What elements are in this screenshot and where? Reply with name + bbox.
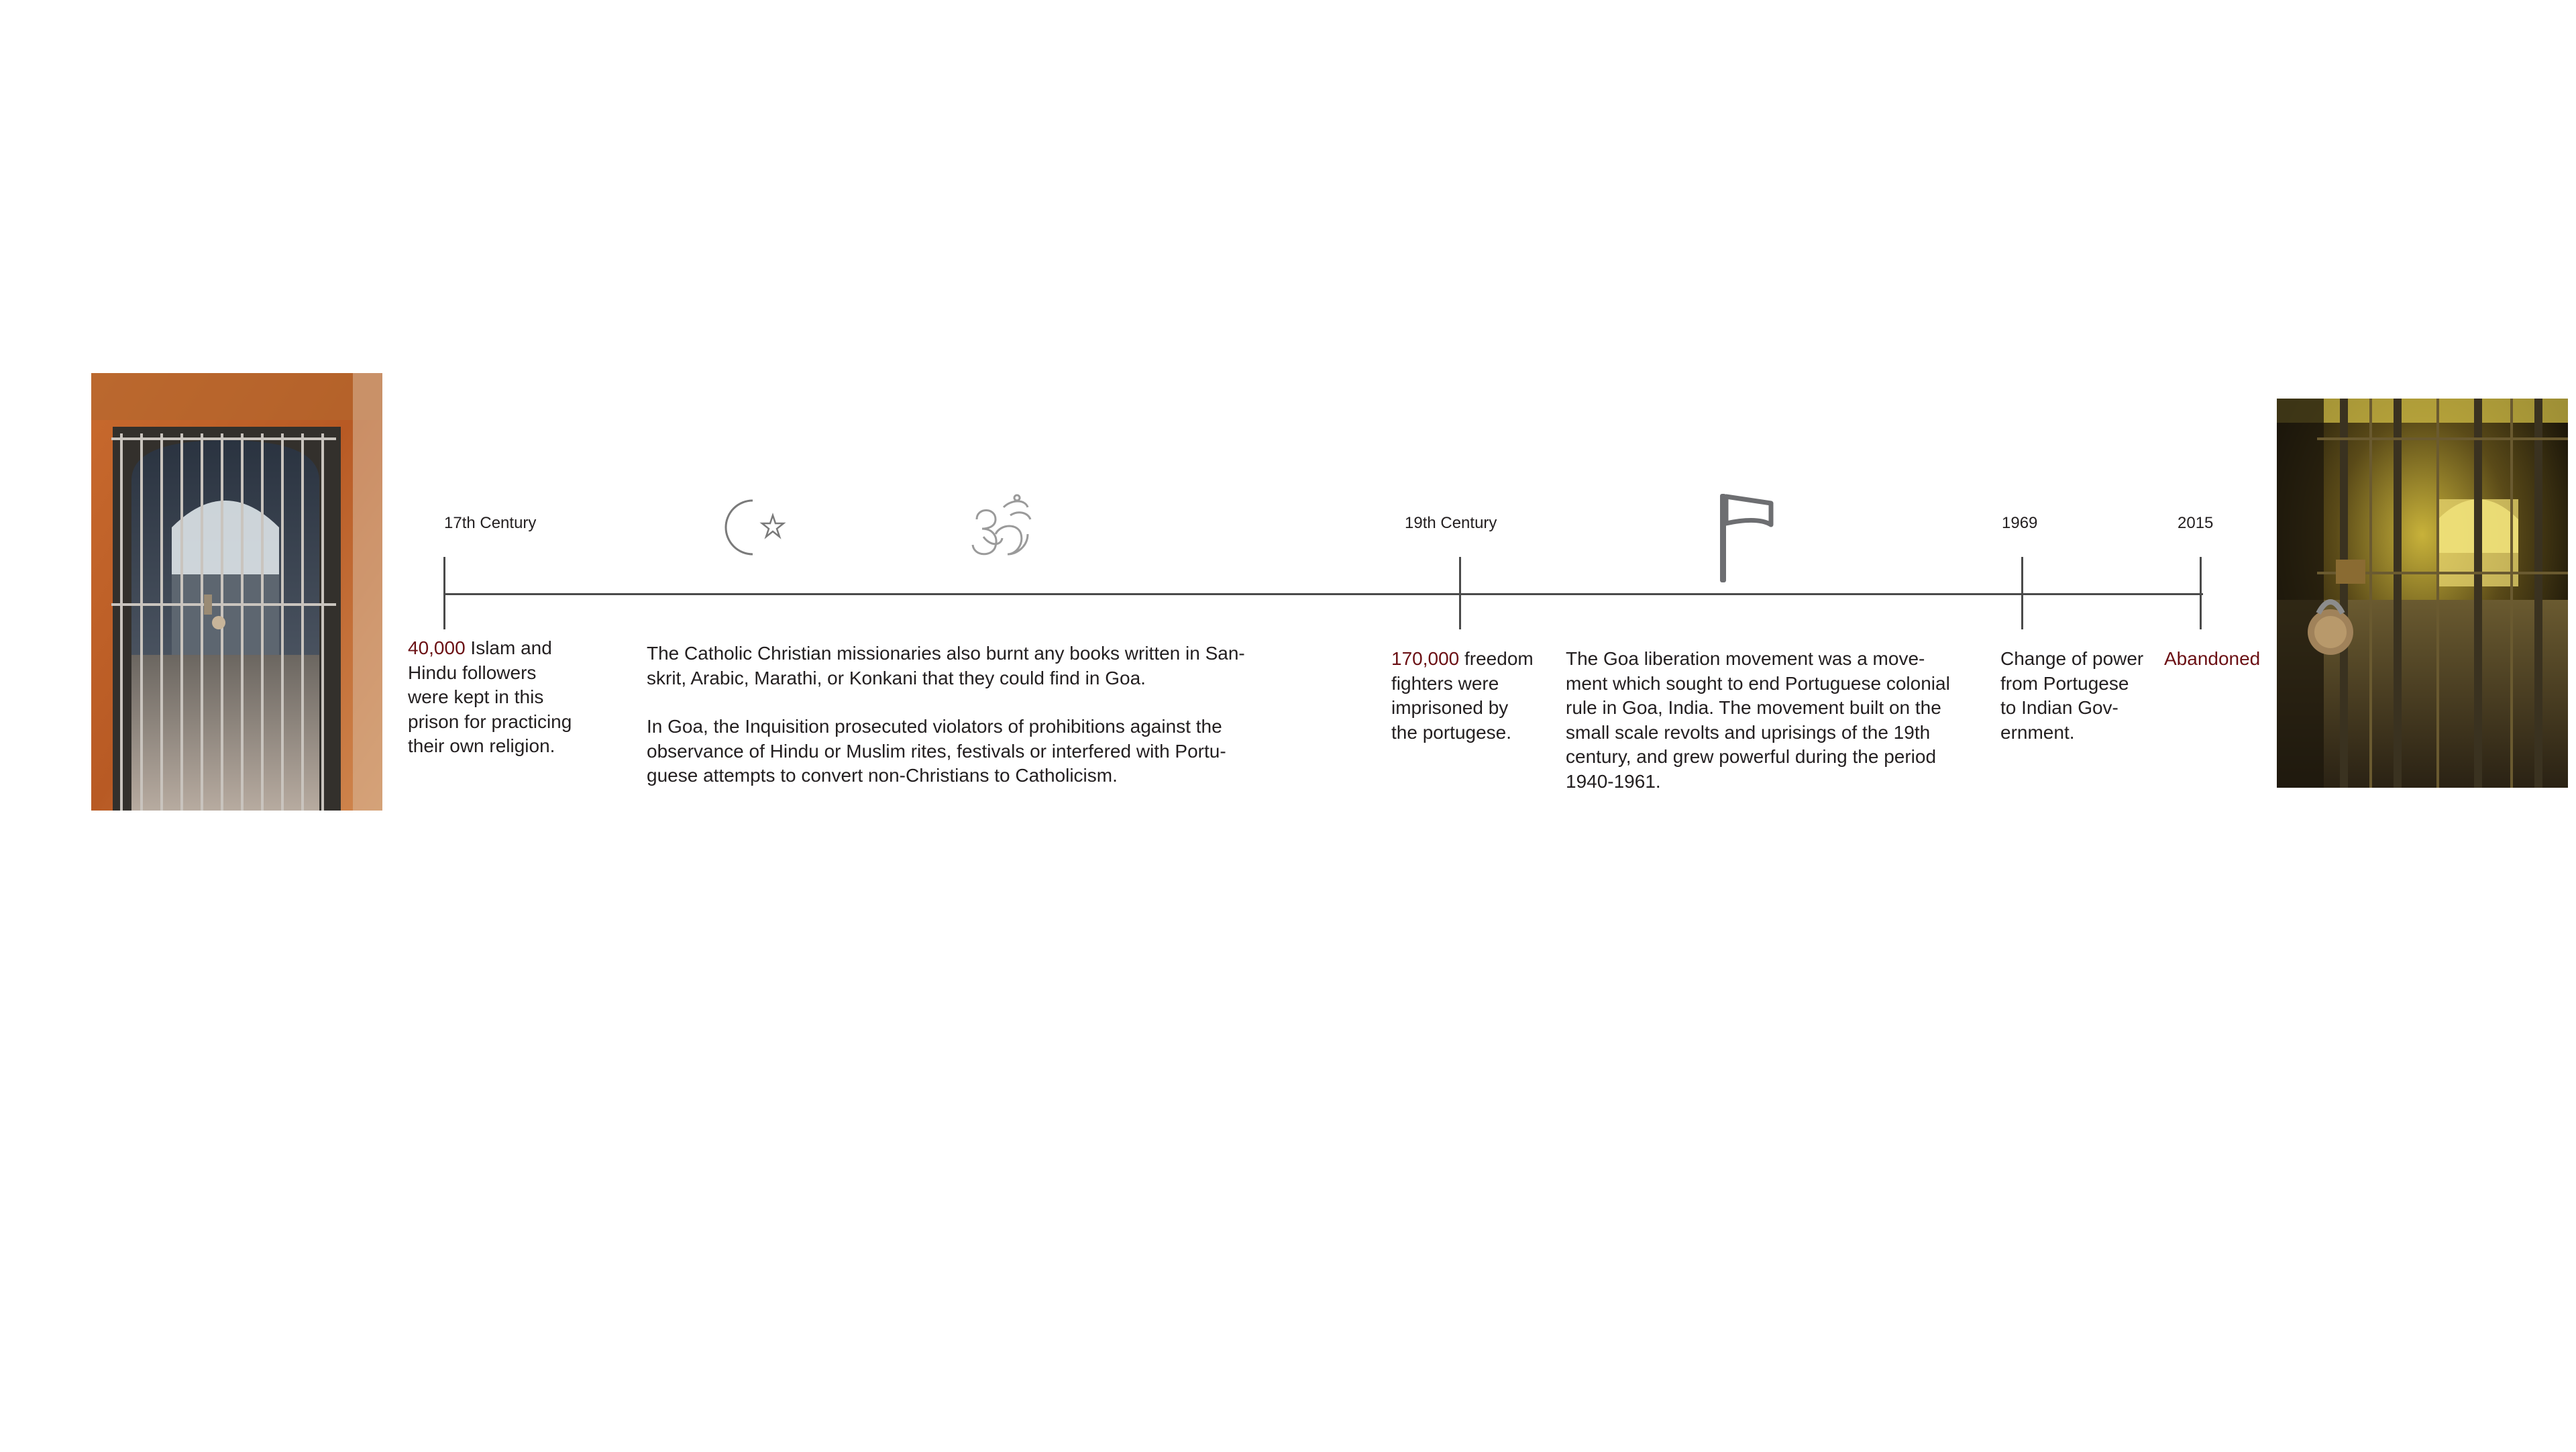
- timeline-axis: [444, 593, 2203, 595]
- event-prison-text: 40,000 Islam and Hindu followers were kept in this prison for practicing their own religion.: [408, 637, 572, 756]
- prisoners-number: 40,000: [408, 637, 466, 658]
- freedom-fighters-number: 170,000: [1391, 648, 1460, 669]
- crescent-star-icon: [714, 495, 792, 560]
- tick-2015: [2200, 557, 2202, 629]
- event-power-change-text: Change of power from Portugese to Indian Gov- ernment.: [2000, 648, 2144, 743]
- flag-icon: [1717, 491, 1775, 585]
- era-label-17th-century: 17th Century: [444, 514, 537, 532]
- event-liberation-text: The Goa liberation movement was a move- ment which sought to end Portuguese colonial rule in Goa, India. The movement built on the small scale revolts and uprisings of the 19th century, and grew powerful during the period 1940-1961.: [1566, 648, 1950, 792]
- tick-19th-century: [1459, 557, 1461, 629]
- era-label-1969: 1969: [2002, 514, 2038, 532]
- abandoned-prison-photo: [2277, 399, 2568, 788]
- inquisition-paragraph-2: In Goa, the Inquisition prosecuted violators of prohibitions against the observance of Hindu or Muslim rites, festivals or interfered with Portu- guese attempts to convert non-Christians to Catholicism.: [647, 716, 1226, 786]
- inquisition-paragraph-1: The Catholic Christian missionaries also burnt any books written in San- skrit, Arabic, Marathi, or Konkani that they could find in Goa.: [647, 643, 1245, 688]
- tick-1969: [2021, 557, 2023, 629]
- event-freedom-fighters-text: 170,000 freedom fighters were imprisoned by the portugese.: [1391, 648, 1534, 743]
- event-inquisition-text: [647, 641, 1291, 788]
- tick-17th-century: [443, 557, 445, 629]
- prison-gate-photo: [91, 373, 382, 811]
- era-label-19th-century: 19th Century: [1405, 514, 1497, 532]
- event-abandoned-label: Abandoned: [2164, 648, 2261, 669]
- era-label-2015: 2015: [2178, 514, 2214, 532]
- om-icon: [963, 490, 1038, 565]
